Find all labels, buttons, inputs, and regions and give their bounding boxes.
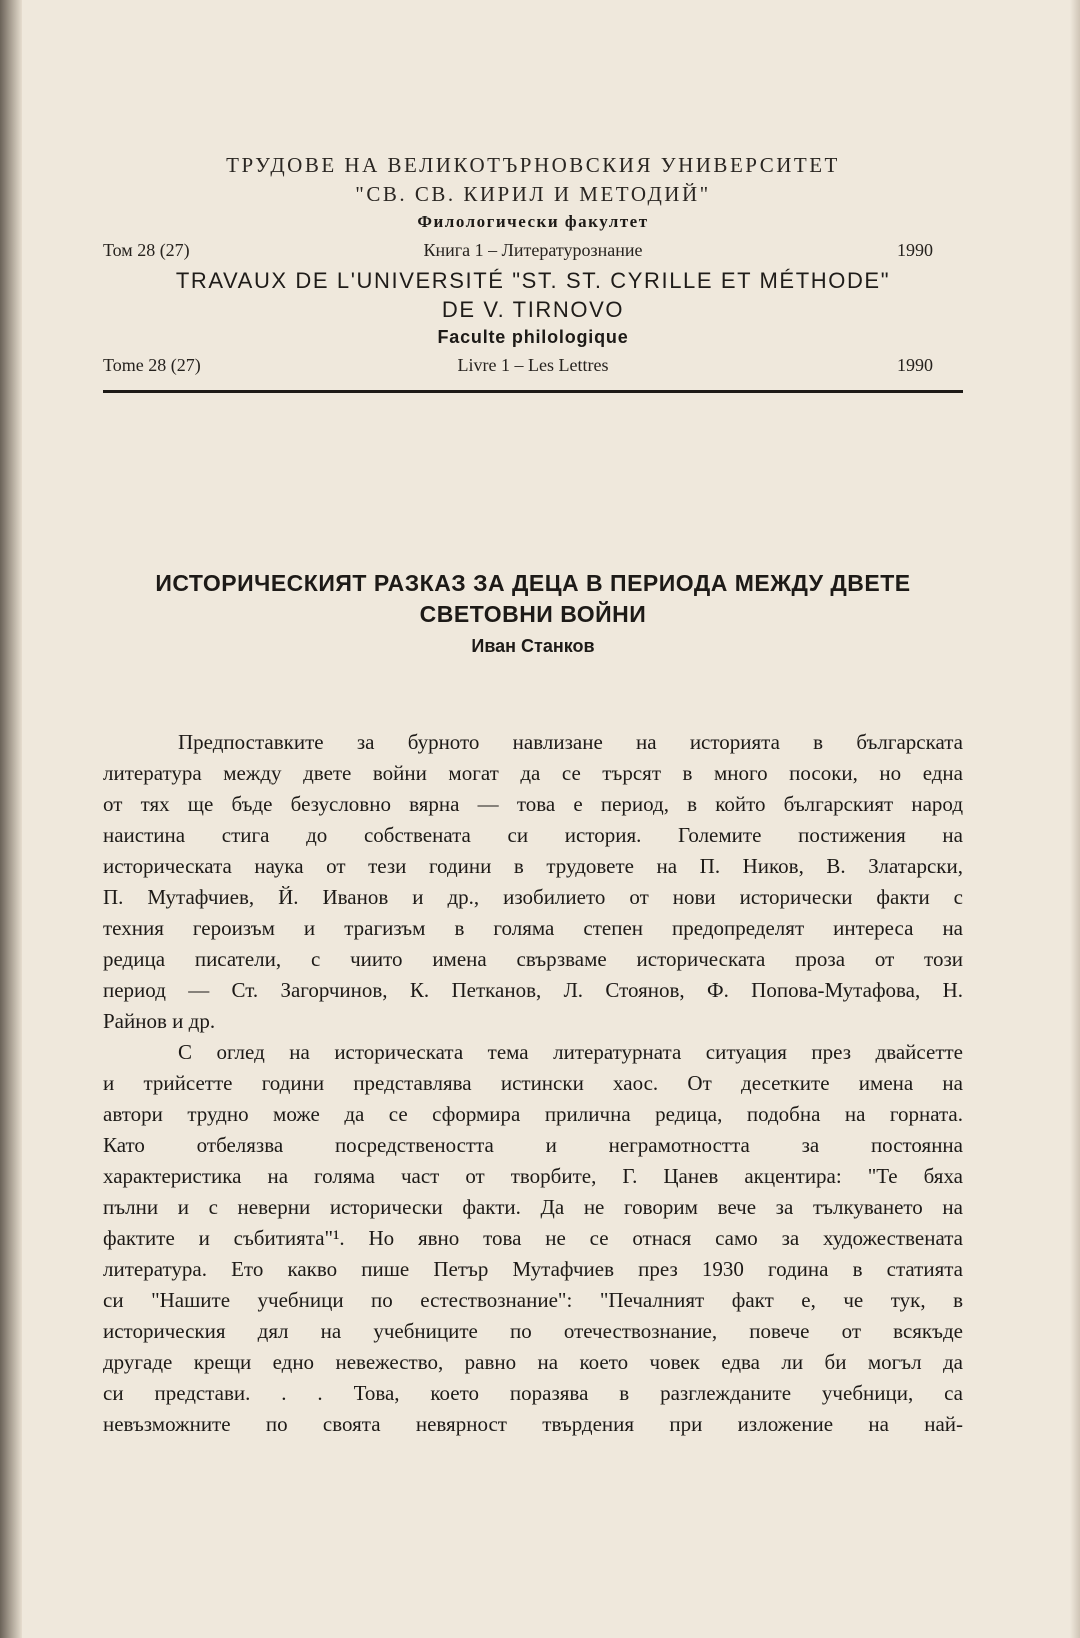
header-divider bbox=[103, 390, 963, 393]
article-body bbox=[103, 727, 963, 1440]
body-line: пълни и с неверни исторически факти. Да не говорим вече за тълкуването на bbox=[103, 1195, 963, 1219]
body-line: наистина стига до собствената си история. Големите постижения на bbox=[103, 823, 963, 847]
article-title-line-1: ИСТОРИЧЕСКИЯТ РАЗКАЗ ЗА ДЕЦА В ПЕРИОДА МЕЖДУ ДВЕТЕ bbox=[155, 570, 911, 596]
article-title-line-2: СВЕТОВНИ ВОЙНИ bbox=[419, 601, 647, 627]
body-line: литература между двете войни могат да се търсят в много посоки, но една bbox=[103, 761, 963, 785]
header-fr-city: DE V. TIRNOVO bbox=[441, 297, 625, 322]
body-line: литература. Ето какво пише Петър Мутафчиев през 1930 година в статията bbox=[103, 1257, 963, 1281]
header-bg-book: Книга 1 – Литературознание bbox=[423, 240, 643, 260]
header-bg-volume-row bbox=[103, 240, 963, 264]
body-line: и трийсетте години представлява истински хаос. От десетките имена на bbox=[103, 1071, 963, 1095]
body-line: Райнов и др. bbox=[103, 1009, 216, 1033]
body-line: автори трудно може да се сформира прилична редица, подобна на горната. bbox=[103, 1102, 963, 1126]
header-fr-university: TRAVAUX DE L'UNIVERSITÉ "ST. ST. CYRILLE ET MÉTHODE" bbox=[175, 268, 891, 293]
body-line: редица писатели, с чиито имена свързваме историческата проза от този bbox=[103, 947, 963, 971]
header-fr-book: Livre 1 – Les Lettres bbox=[457, 355, 609, 375]
body-line: П. Мутафчиев, Й. Иванов и др., изобилието от нови исторически факти с bbox=[103, 885, 963, 909]
article-author: Иван Станков bbox=[471, 636, 595, 656]
body-line: техния героизъм и трагизъм в голяма степен предопределят интереса на bbox=[103, 916, 963, 940]
page-edge bbox=[1070, 0, 1080, 1638]
scanned-page-shadow bbox=[0, 0, 22, 1638]
header-bg-year: 1990 bbox=[897, 240, 933, 260]
body-line: си "Нашите учебници по естествознание": "Печалният факт е, че тук, в bbox=[103, 1288, 963, 1312]
header-bg-university-name: "СВ. СВ. КИРИЛ И МЕТОДИЙ" bbox=[355, 182, 711, 206]
body-line: историческия дял на учебниците по отечествознание, повече от всякъде bbox=[103, 1319, 963, 1343]
journal-page bbox=[103, 0, 963, 1638]
body-line: период — Ст. Загорчинов, К. Петканов, Л. Стоянов, Ф. Попова-Мутафова, Н. bbox=[103, 978, 963, 1002]
header-bg-faculty: Филологически факултет bbox=[417, 212, 649, 231]
header-fr-volume-row bbox=[103, 355, 963, 379]
header-bg-university: ТРУДОВЕ НА ВЕЛИКОТЪРНОВСКИЯ УНИВЕРСИТЕТ bbox=[226, 153, 840, 177]
header-fr-year: 1990 bbox=[897, 355, 933, 375]
body-line: Като отбелязва посредствеността и неграмотността за постоянна bbox=[103, 1133, 963, 1157]
body-line: историческата наука от тези години в трудовете на П. Ников, В. Златарски, bbox=[103, 854, 963, 878]
body-line: фактите и събитията"¹. Но явно това не се отнася само за художествената bbox=[103, 1226, 963, 1250]
body-line: Предпоставките за бурното навлизане на историята в българската bbox=[178, 730, 963, 754]
header-bg-volume: Том 28 (27) bbox=[103, 240, 190, 260]
body-line: другаде крещи едно невежество, равно на което човек едва ли би могъл да bbox=[103, 1350, 963, 1374]
header-fr-volume: Tome 28 (27) bbox=[103, 355, 201, 375]
body-line: си представи. . . Това, което поразява в разглежданите учебници, са bbox=[103, 1381, 963, 1405]
body-line: невъзможните по своята невярност твърдения при изложение на най- bbox=[103, 1412, 963, 1436]
body-line: С оглед на историческата тема литературната ситуация през двайсетте bbox=[178, 1040, 963, 1064]
header-fr-faculty: Faculte philologique bbox=[437, 327, 629, 347]
body-line: от тях ще бъде безусловно вярна — това е период, в който българският народ bbox=[103, 792, 963, 816]
body-line: характеристика на голяма част от творбите, Г. Цанев акцентира: "Те бяха bbox=[103, 1164, 963, 1188]
